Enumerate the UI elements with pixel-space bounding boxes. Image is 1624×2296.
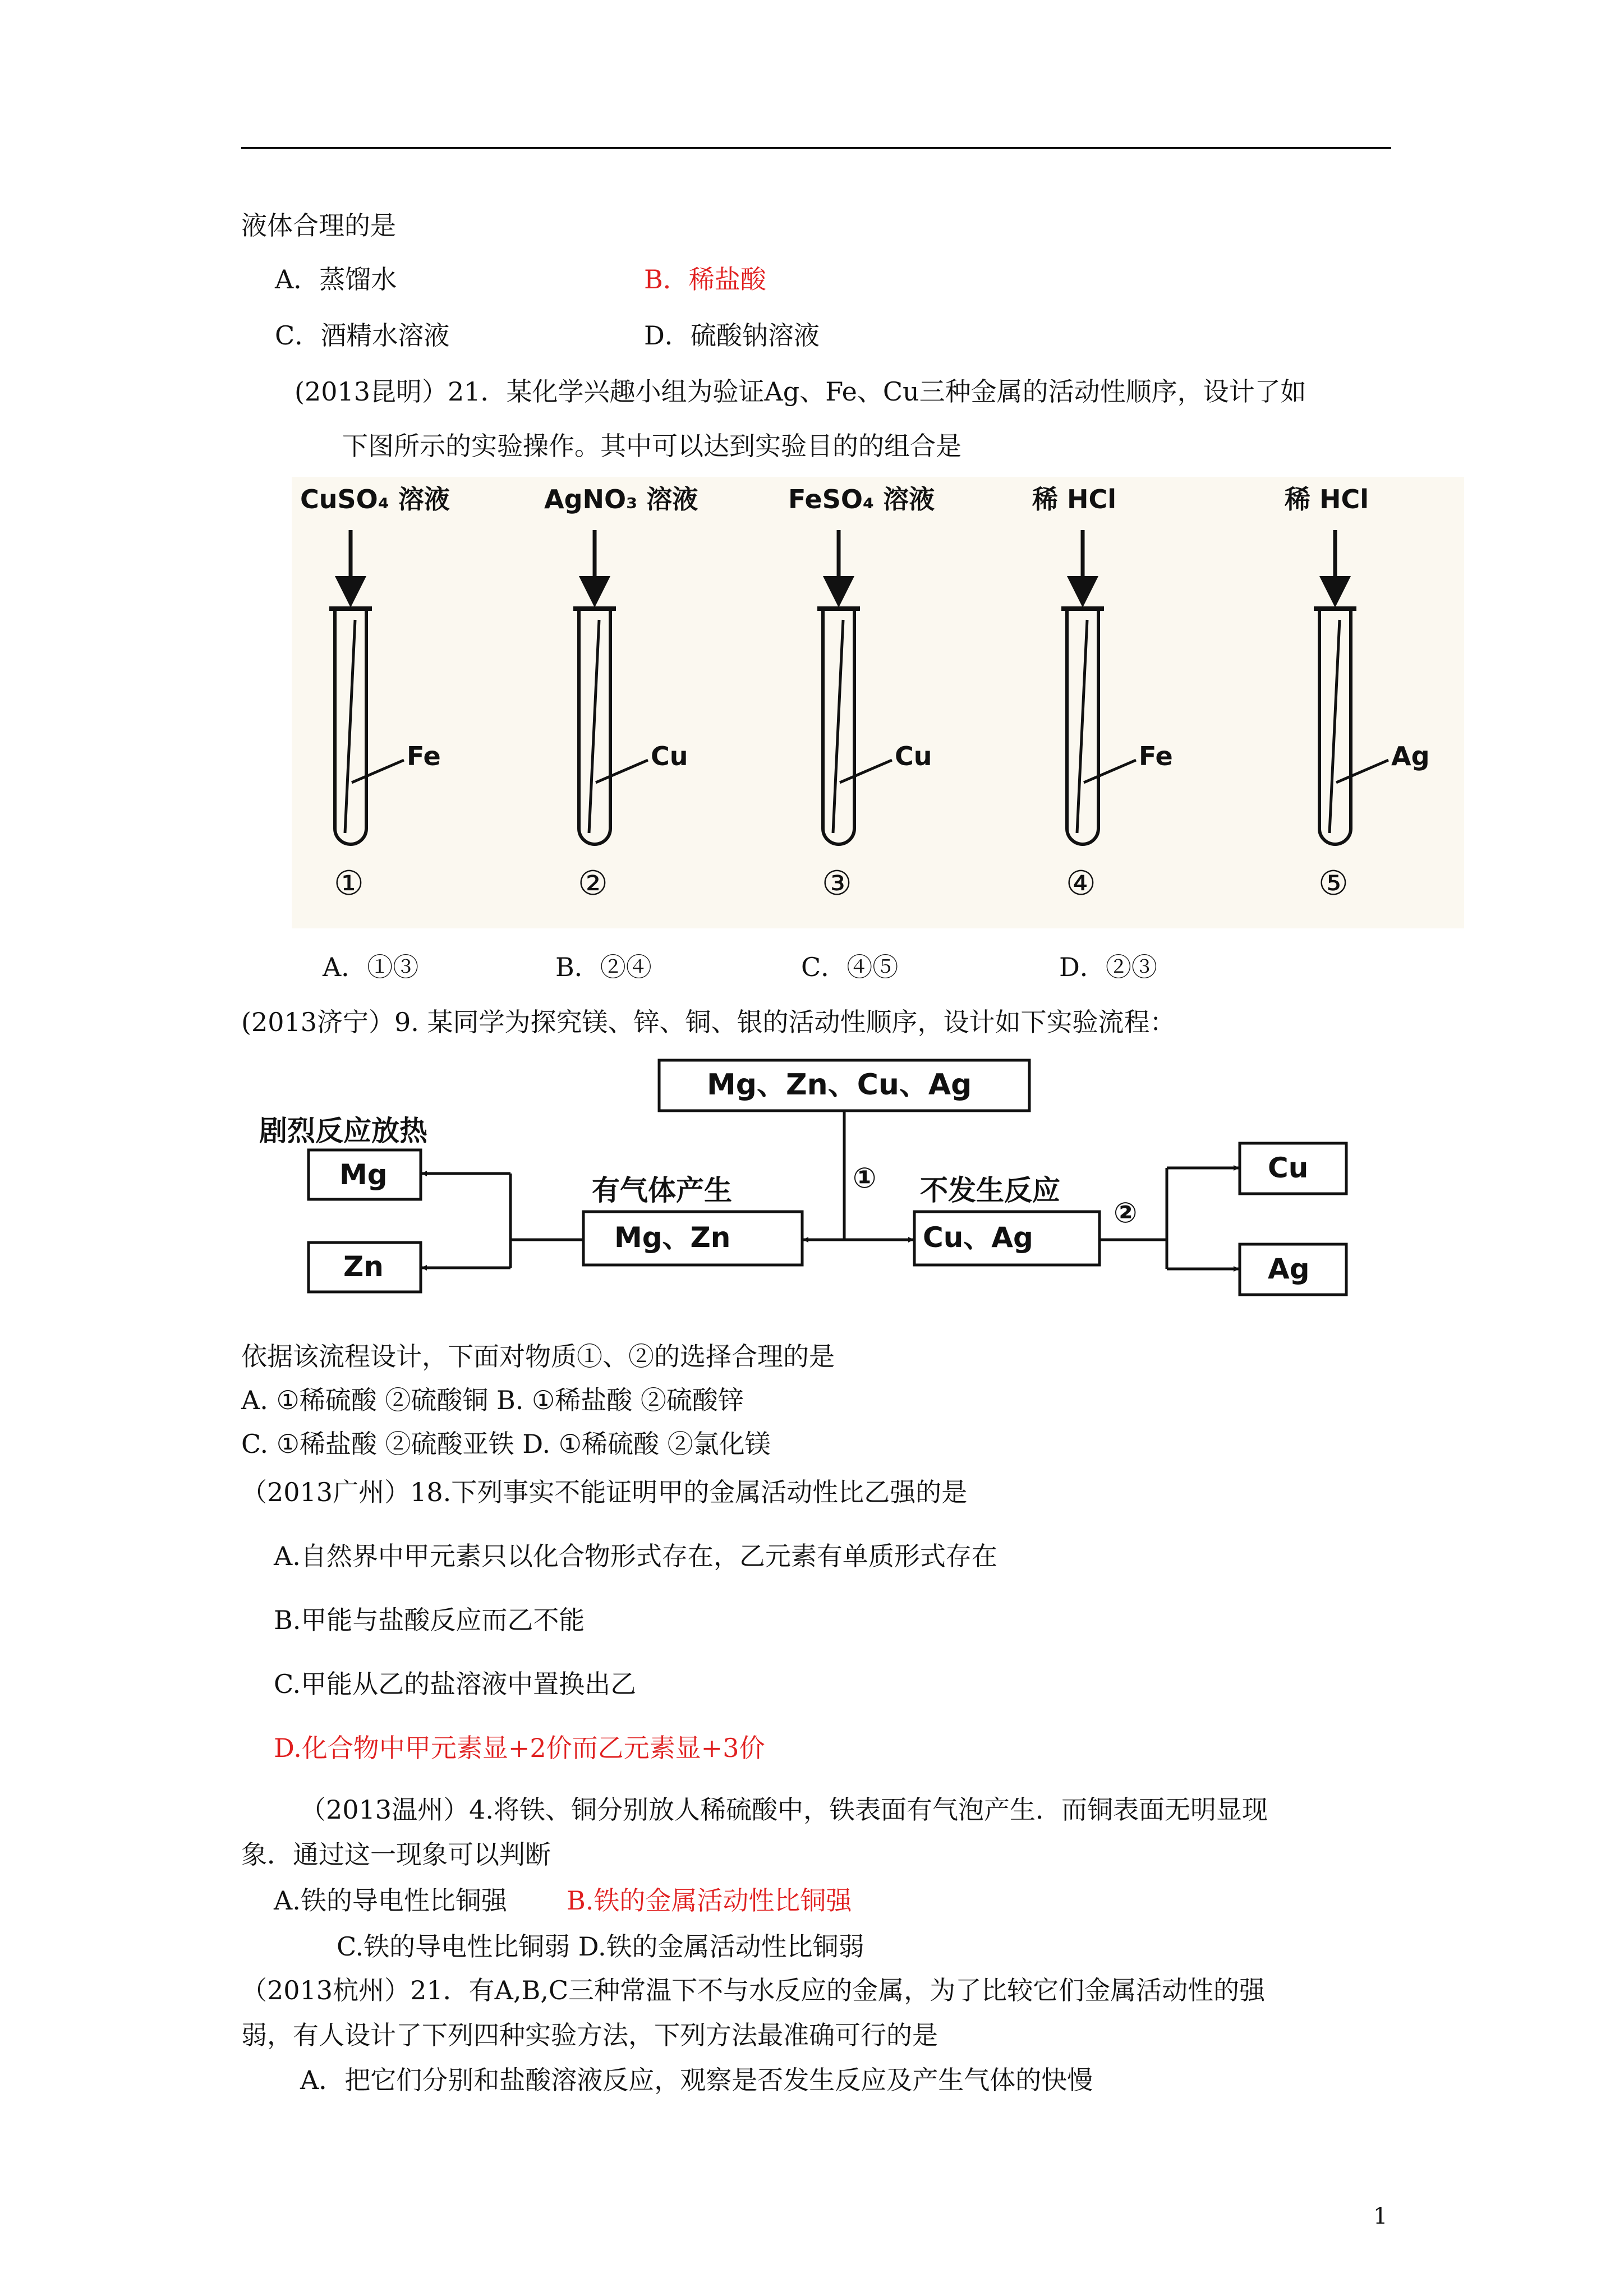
metal-strip [833, 620, 843, 833]
tube-number: ⑤ [1318, 864, 1349, 903]
gz-option-b: B.甲能与盐酸反应而乙不能 [274, 1605, 585, 1635]
metal-label: Cu [651, 741, 688, 771]
reagent-label: 稀 HCl [1032, 484, 1117, 514]
metal-strip [345, 620, 355, 833]
gz-option-d-answer: D.化合物中甲元素显+2价而乙元素显+3价 [274, 1733, 765, 1763]
flow-step-1: ① [853, 1162, 877, 1194]
tube-number: ② [578, 864, 608, 903]
wz-option-a: A.铁的导电性比铜强 [274, 1885, 507, 1916]
page-number: 1 [1373, 2203, 1388, 2229]
metal-label: Fe [407, 741, 441, 771]
metal-pointer [840, 760, 892, 783]
wz-options-cd: C.铁的导电性比铜弱 D.铁的金属活动性比铜弱 [337, 1931, 864, 1962]
answer-b: B．②④ [555, 952, 652, 982]
flow-far-left-label: 剧烈反应放热 [259, 1115, 427, 1147]
test-tube-figure [292, 477, 1464, 928]
question-jining-ask: 依据该流程设计，下面对物质①、②的选择合理的是 [241, 1341, 835, 1372]
question-jining: (2013济宁）9. 某同学为探究镁、锌、铜、银的活动性顺序，设计如下实验流程： [241, 1007, 1176, 1037]
wz-option-b-answer: B.铁的金属活动性比铜强 [567, 1885, 852, 1916]
metal-strip [1329, 620, 1340, 833]
header-rule [241, 147, 1391, 149]
flow-step-2: ② [1114, 1197, 1138, 1229]
question-hangzhou-cont: 弱，有人设计了下列四种实验方法，下列方法最准确可行的是 [241, 2020, 938, 2050]
flow-left-label: 有气体产生 [592, 1174, 732, 1207]
question-kunming: (2013昆明）21．某化学兴趣小组为验证Ag、Fe、Cu三种金属的活动性顺序，设计了如 [295, 376, 1306, 407]
reagent-label: AgNO₃ 溶液 [544, 484, 698, 514]
gz-option-c: C.甲能从乙的盐溶液中置换出乙 [274, 1669, 637, 1699]
answer-d: D．②③ [1059, 952, 1157, 982]
metal-strip [589, 620, 599, 833]
option-b-answer: B．稀盐酸 [644, 264, 766, 295]
flow-zn-box: Zn [343, 1250, 384, 1283]
options-ab: A. ①稀硫酸 ②硫酸铜 B. ①稀盐酸 ②硫酸锌 [241, 1385, 744, 1415]
answer-c: C．④⑤ [801, 952, 899, 982]
metal-pointer [1336, 760, 1388, 783]
metal-pointer [352, 760, 404, 783]
metal-pointer [596, 760, 648, 783]
option-d: D．硫酸钠溶液 [644, 320, 820, 351]
flow-top-box: Mg、Zn、Cu、Ag [707, 1068, 972, 1102]
reagent-label: CuSO₄ 溶液 [300, 484, 450, 514]
option-c: C．酒精水溶液 [275, 320, 450, 351]
tube-number: ③ [822, 864, 852, 903]
text-line: 液体合理的是 [241, 210, 396, 241]
flow-right-label: 不发生反应 [920, 1174, 1060, 1207]
tube-number: ① [334, 864, 364, 903]
options-cd: C. ①稀盐酸 ②硫酸亚铁 D. ①稀硫酸 ②氯化镁 [241, 1429, 771, 1459]
metal-label: Ag [1391, 741, 1430, 771]
flow-ag-box: Ag [1268, 1253, 1310, 1285]
metal-strip [1077, 620, 1087, 833]
question-hangzhou: （2013杭州）21．有A,B,C三种常温下不与水反应的金属，为了比较它们金属活动性的强 [241, 1975, 1266, 2005]
flow-right-box: Cu、Ag [923, 1221, 1033, 1254]
flow-mg-box: Mg [339, 1158, 388, 1191]
reagent-label: FeSO₄ 溶液 [788, 484, 935, 514]
metal-pointer [1084, 760, 1136, 783]
metal-label: Cu [895, 741, 932, 771]
hz-option-a: A．把它们分别和盐酸溶液反应，观察是否发生反应及产生气体的快慢 [300, 2065, 1093, 2095]
question-wenzhou: （2013温州）4.将铁、铜分别放人稀硫酸中，铁表面有气泡产生．而铜表面无明显现 [300, 1795, 1268, 1825]
tube-number: ④ [1066, 864, 1096, 903]
metal-label: Fe [1139, 741, 1173, 771]
option-a: A．蒸馏水 [275, 264, 397, 295]
flow-left-box: Mg、Zn [614, 1221, 731, 1254]
reagent-label: 稀 HCl [1285, 484, 1369, 514]
question-kunming-cont: 下图所示的实验操作。其中可以达到实验目的的组合是 [342, 431, 961, 461]
flow-cu-box: Cu [1268, 1152, 1309, 1184]
answer-a: A．①③ [323, 952, 419, 982]
flow-chart [241, 1049, 1419, 1307]
question-wenzhou-cont: 象．通过这一现象可以判断 [241, 1839, 551, 1870]
question-guangzhou: （2013广州）18.下列事实不能证明甲的金属活动性比乙强的是 [241, 1477, 968, 1507]
gz-option-a: A.自然界中甲元素只以化合物形式存在，乙元素有单质形式存在 [274, 1541, 997, 1571]
